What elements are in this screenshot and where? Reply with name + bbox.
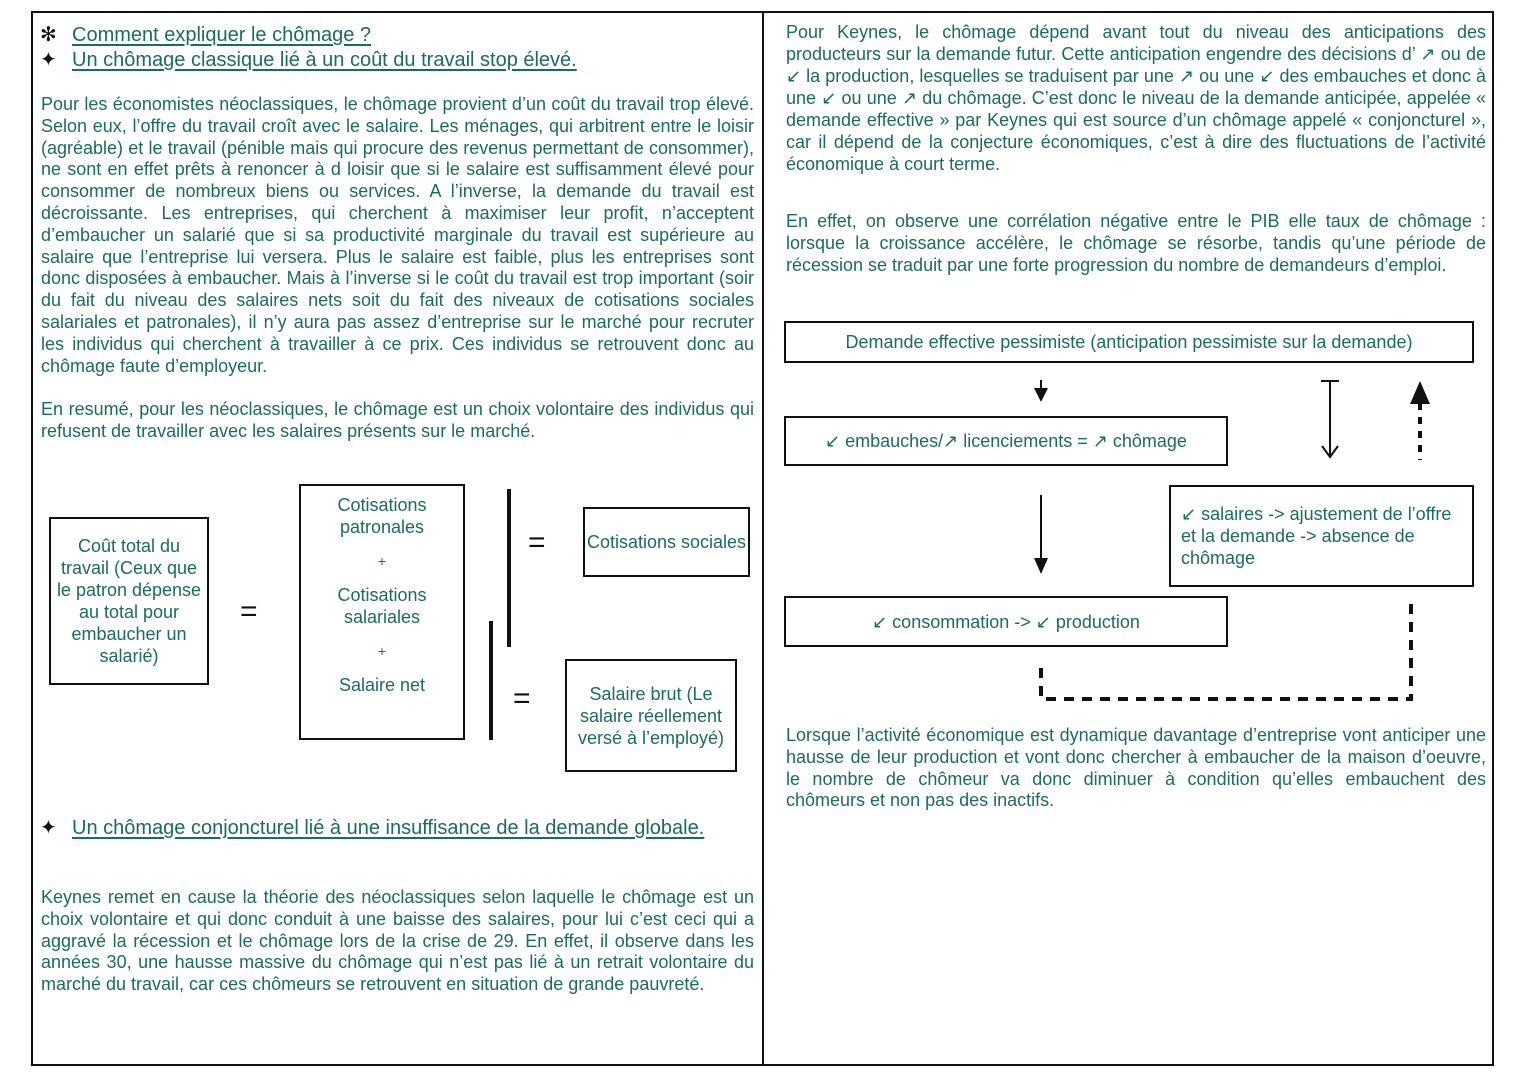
- equals-sign: =: [528, 526, 546, 559]
- cotisations-patronales: Cotisations patronales: [337, 495, 427, 537]
- arrowhead-down: [1034, 558, 1048, 574]
- demand-effective-box: Demande effective pessimiste (anticipation pessimiste sur la demande): [784, 321, 1474, 363]
- plus-sign: +: [377, 643, 387, 659]
- cotisations-sociales-box: Cotisations sociales: [583, 507, 750, 577]
- cotisations-salariales: Cotisations salariales: [337, 585, 427, 627]
- arrowhead-down: [1034, 388, 1048, 402]
- salaire-net: Salaire net: [338, 675, 426, 695]
- section1-text: Pour les économistes néoclassiques, le chômage provient d’un coût du travail trop élevé. Selon eux, l’offre du travail croît avec le salaire. Les ménages, qui arbitrent entre le loisir (agréable) et le travail (pénible mais qui procure des revenus permettant de consommer), ne sont en effet prêts à renoncer à d loisir que si le salaire est suffisamment élevé pour consommer de nombreux biens ou services. A l’inverse, la demande du travail est décroissante. Les entreprises, qui cherchent à maximiser leur profit, n’acceptent d’embaucher un salarié que si sa productivité marginale du travail est supérieure au salaire que l’entreprise lui versera. Plus le salaire est faible, plus les entreprises sont donc disposées à embaucher. Mais à l’inverse si le coût du travail est trop important (soir du fait du niveau des salaires nets soit du fait des niveaux de cotisations sociales salariales et patronales), il n’y aura pas assez d’entreprise sur le marché pour recruter les individus qui cherchent à travailler à ce prix. Ces individus se retrouvent donc au chômage faute d’employeur.: [41, 94, 754, 376]
- equals-sign: =: [240, 595, 258, 628]
- consumption-box: ↙ consommation -> ↙ production: [784, 596, 1228, 647]
- correlation-text: En effet, on observe une corrélation négative entre le PIB elle taux de chômage : lorsque la croissance accélère, le chômage se résorbe, tandis qu’une période de récession se traduit par une forte progression du nombre de demandeurs d’emploi.: [786, 211, 1486, 275]
- plus-sign: +: [377, 553, 387, 569]
- section1-heading: ✦ Un chômage classique lié à un coût du travail stop élevé.: [40, 49, 577, 71]
- salaire-brut-box: Salaire brut (Le salaire réellement versé à l’employé): [565, 659, 737, 772]
- equals-sign: =: [513, 682, 531, 715]
- wages-box: ↙ salaires -> ajustement de l’offre et la demande -> absence de chômage: [1169, 485, 1474, 587]
- dashed-feedback-loop: [1041, 600, 1411, 699]
- arrowhead-up: [1410, 381, 1430, 404]
- conclusion-text: Lorsque l’activité économique est dynamique davantage d’entreprise vont anticiper une hausse de leur production et vont donc chercher à embaucher de la maison d’oeuvre, le nombre de chômeur va donc diminuer à condition qu’elles embauchent des chômeurs et non pas des inactifs.: [786, 725, 1486, 811]
- section2-text: Keynes remet en cause la théorie des néoclassiques selon laquelle le chômage est un choix volontaire et qui donc conduit à une baisse des salaires, pour lui c’est ceci qui a aggravé la récession et le chômage lors de la crise de 29. En effet, il observe dans les années 30, une hausse massive du chômage qui n’est pas lié à un retrait volontaire du marché du travail, car ces chômeurs se retrouvent en situation de grande pauvreté.: [41, 887, 754, 995]
- star-bullet-icon: ✦: [40, 817, 57, 839]
- keynes-text: Pour Keynes, le chômage dépend avant tout du niveau des anticipations des producteurs sur la demande futur. Cette anticipation engendre des décisions d’ ↗ ou de ↙ la production, lesquelles se traduisent par une ↗ ou une ↙ des embauches et donc à une ↙ ou une ↗ du chômage. C’est donc le niveau de la demande anticipée, appelée « demande effective » par Keynes qui est source d’un chômage appelé « conjoncturel », car il dépend de la conjecture économiques, c’est à dire des fluctuations de l’activité économique à court terme.: [786, 22, 1486, 174]
- hiring-box: ↙ embauches/↗ licenciements = ↗ chômage: [784, 416, 1228, 466]
- section2-heading: ✦ Un chômage conjoncturel lié à une insuffisance de la demande globale.: [40, 817, 705, 839]
- cost-total-box: Coût total du travail (Ceux que le patron dépense au total pour embaucher un salarié): [49, 517, 209, 685]
- asterisk-icon: ✻: [40, 24, 57, 46]
- star-bullet-icon: ✦: [40, 49, 57, 71]
- section1-summary: En resumé, pour les néoclassiques, le chômage est un choix volontaire des individus qui refusent de travailler avec les salaires présents sur le marché.: [41, 399, 754, 441]
- page-title: ✻ Comment expliquer le chômage ?: [40, 24, 372, 46]
